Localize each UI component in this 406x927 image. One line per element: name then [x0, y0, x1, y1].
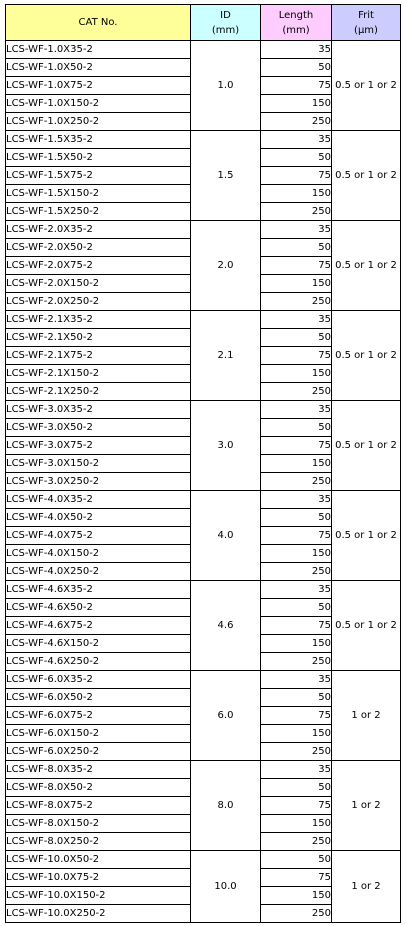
- length-cell: 150: [261, 887, 332, 905]
- length-cell: 250: [261, 203, 332, 221]
- cat-no-cell: LCS-WF-1.5X75-2: [6, 167, 191, 185]
- length-cell: 250: [261, 473, 332, 491]
- length-cell: 250: [261, 653, 332, 671]
- length-cell: 50: [261, 779, 332, 797]
- length-header-unit: (mm): [282, 24, 310, 36]
- cat-no-cell: LCS-WF-6.0X50-2: [6, 689, 191, 707]
- table-row: [6, 851, 401, 869]
- id-cell: 1.0: [191, 41, 261, 131]
- length-cell: 50: [261, 689, 332, 707]
- header-row: [6, 5, 401, 41]
- cat-no-cell: LCS-WF-2.0X75-2: [6, 257, 191, 275]
- cat-no-cell: LCS-WF-1.5X50-2: [6, 149, 191, 167]
- frit-cell: 0.5 or 1 or 2: [332, 41, 401, 131]
- frit-cell: 0.5 or 1 or 2: [332, 491, 401, 581]
- cat-no-cell: LCS-WF-6.0X250-2: [6, 743, 191, 761]
- cat-no-cell: LCS-WF-3.0X50-2: [6, 419, 191, 437]
- table-row: [6, 581, 401, 599]
- cat-no-cell: LCS-WF-2.0X35-2: [6, 221, 191, 239]
- frit-cell: 0.5 or 1 or 2: [332, 131, 401, 221]
- length-cell: 50: [261, 599, 332, 617]
- cat-no-cell: LCS-WF-10.0X75-2: [6, 869, 191, 887]
- id-cell: 3.0: [191, 401, 261, 491]
- cat-no-cell: LCS-WF-10.0X150-2: [6, 887, 191, 905]
- id-header-unit: (mm): [211, 24, 240, 36]
- length-cell: 50: [261, 419, 332, 437]
- cat-no-cell: LCS-WF-10.0X250-2: [6, 905, 191, 923]
- length-cell: 50: [261, 509, 332, 527]
- length-cell: 75: [261, 707, 332, 725]
- length-cell: 250: [261, 833, 332, 851]
- length-cell: 35: [261, 671, 332, 689]
- table-row: [6, 761, 401, 779]
- cat-no-cell: LCS-WF-3.0X150-2: [6, 455, 191, 473]
- cat-no-cell: LCS-WF-1.5X150-2: [6, 185, 191, 203]
- cat-no-cell: LCS-WF-6.0X75-2: [6, 707, 191, 725]
- cat-no-cell: LCS-WF-3.0X75-2: [6, 437, 191, 455]
- table-body: [6, 41, 401, 923]
- id-header: [191, 5, 261, 41]
- cat-no-cell: LCS-WF-4.0X250-2: [6, 563, 191, 581]
- length-cell: 250: [261, 905, 332, 923]
- table-row: [6, 311, 401, 329]
- cat-no-cell: LCS-WF-6.0X150-2: [6, 725, 191, 743]
- length-cell: 150: [261, 545, 332, 563]
- frit-cell: 0.5 or 1 or 2: [332, 581, 401, 671]
- cat-no-cell: LCS-WF-8.0X50-2: [6, 779, 191, 797]
- length-cell: 35: [261, 41, 332, 59]
- length-cell: 35: [261, 221, 332, 239]
- cat-no-cell: LCS-WF-4.0X75-2: [6, 527, 191, 545]
- length-cell: 75: [261, 257, 332, 275]
- id-header-label: ID: [220, 9, 231, 21]
- length-cell: 150: [261, 815, 332, 833]
- cat-no-cell: LCS-WF-4.6X150-2: [6, 635, 191, 653]
- frit-cell: 1 or 2: [332, 761, 401, 851]
- length-cell: 35: [261, 491, 332, 509]
- cat-no-cell: LCS-WF-8.0X75-2: [6, 797, 191, 815]
- frit-cell: 0.5 or 1 or 2: [332, 311, 401, 401]
- id-cell: 4.6: [191, 581, 261, 671]
- frit-header-unit: (μm): [354, 24, 378, 36]
- length-header: [261, 5, 332, 41]
- length-cell: 250: [261, 113, 332, 131]
- cat-no-cell: LCS-WF-8.0X35-2: [6, 761, 191, 779]
- cat-no-cell: LCS-WF-1.0X50-2: [6, 59, 191, 77]
- cat-no-cell: LCS-WF-4.0X150-2: [6, 545, 191, 563]
- cat-no-cell: LCS-WF-1.0X250-2: [6, 113, 191, 131]
- cat-no-cell: LCS-WF-3.0X35-2: [6, 401, 191, 419]
- id-cell: 6.0: [191, 671, 261, 761]
- table-row: [6, 41, 401, 59]
- frit-header: [332, 5, 401, 41]
- cat-no-header-label: CAT No.: [78, 17, 118, 28]
- length-cell: 35: [261, 401, 332, 419]
- frit-cell: 1 or 2: [332, 851, 401, 923]
- length-cell: 35: [261, 581, 332, 599]
- cat-no-cell: LCS-WF-4.0X35-2: [6, 491, 191, 509]
- cat-no-cell: LCS-WF-2.1X50-2: [6, 329, 191, 347]
- length-cell: 150: [261, 365, 332, 383]
- id-cell: 2.1: [191, 311, 261, 401]
- length-cell: 250: [261, 383, 332, 401]
- length-cell: 75: [261, 437, 332, 455]
- cat-no-cell: LCS-WF-1.5X250-2: [6, 203, 191, 221]
- cat-no-cell: LCS-WF-6.0X35-2: [6, 671, 191, 689]
- cat-no-cell: LCS-WF-2.0X250-2: [6, 293, 191, 311]
- length-cell: 50: [261, 59, 332, 77]
- length-cell: 150: [261, 95, 332, 113]
- length-cell: 75: [261, 527, 332, 545]
- length-cell: 75: [261, 77, 332, 95]
- frit-cell: 1 or 2: [332, 671, 401, 761]
- length-cell: 75: [261, 347, 332, 365]
- length-cell: 250: [261, 293, 332, 311]
- cat-no-cell: LCS-WF-4.0X50-2: [6, 509, 191, 527]
- cat-no-cell: LCS-WF-10.0X50-2: [6, 851, 191, 869]
- cat-no-cell: LCS-WF-1.5X35-2: [6, 131, 191, 149]
- cat-no-cell: LCS-WF-3.0X250-2: [6, 473, 191, 491]
- table-row: [6, 491, 401, 509]
- cat-no-cell: LCS-WF-1.0X75-2: [6, 77, 191, 95]
- id-cell: 2.0: [191, 221, 261, 311]
- cat-no-cell: LCS-WF-2.1X35-2: [6, 311, 191, 329]
- length-cell: 150: [261, 635, 332, 653]
- cat-no-cell: LCS-WF-8.0X250-2: [6, 833, 191, 851]
- cat-no-cell: LCS-WF-4.6X35-2: [6, 581, 191, 599]
- length-cell: 75: [261, 869, 332, 887]
- length-cell: 150: [261, 455, 332, 473]
- catalog-table-wrapper: [5, 4, 401, 923]
- cat-no-cell: LCS-WF-2.1X150-2: [6, 365, 191, 383]
- id-cell: 4.0: [191, 491, 261, 581]
- cat-no-header: [6, 5, 191, 41]
- cat-no-cell: LCS-WF-2.0X50-2: [6, 239, 191, 257]
- length-cell: 250: [261, 743, 332, 761]
- column-catalog-table: [5, 4, 401, 923]
- id-cell: 1.5: [191, 131, 261, 221]
- cat-no-cell: LCS-WF-1.0X150-2: [6, 95, 191, 113]
- length-cell: 75: [261, 797, 332, 815]
- length-header-label: Length: [278, 9, 314, 21]
- length-cell: 50: [261, 851, 332, 869]
- frit-header-label: Frit: [358, 9, 374, 21]
- table-row: [6, 671, 401, 689]
- table-row: [6, 131, 401, 149]
- length-cell: 35: [261, 311, 332, 329]
- length-cell: 50: [261, 329, 332, 347]
- cat-no-cell: LCS-WF-2.1X75-2: [6, 347, 191, 365]
- frit-cell: 0.5 or 1 or 2: [332, 401, 401, 491]
- length-cell: 150: [261, 275, 332, 293]
- frit-cell: 0.5 or 1 or 2: [332, 221, 401, 311]
- cat-no-cell: LCS-WF-4.6X75-2: [6, 617, 191, 635]
- length-cell: 50: [261, 149, 332, 167]
- length-cell: 150: [261, 185, 332, 203]
- length-cell: 75: [261, 617, 332, 635]
- length-cell: 75: [261, 167, 332, 185]
- cat-no-cell: LCS-WF-2.0X150-2: [6, 275, 191, 293]
- cat-no-cell: LCS-WF-1.0X35-2: [6, 41, 191, 59]
- cat-no-cell: LCS-WF-4.6X50-2: [6, 599, 191, 617]
- length-cell: 150: [261, 725, 332, 743]
- length-cell: 250: [261, 563, 332, 581]
- cat-no-cell: LCS-WF-2.1X250-2: [6, 383, 191, 401]
- id-cell: 8.0: [191, 761, 261, 851]
- length-cell: 35: [261, 761, 332, 779]
- length-cell: 35: [261, 131, 332, 149]
- length-cell: 50: [261, 239, 332, 257]
- cat-no-cell: LCS-WF-8.0X150-2: [6, 815, 191, 833]
- cat-no-cell: LCS-WF-4.6X250-2: [6, 653, 191, 671]
- table-row: [6, 401, 401, 419]
- id-cell: 10.0: [191, 851, 261, 923]
- table-row: [6, 221, 401, 239]
